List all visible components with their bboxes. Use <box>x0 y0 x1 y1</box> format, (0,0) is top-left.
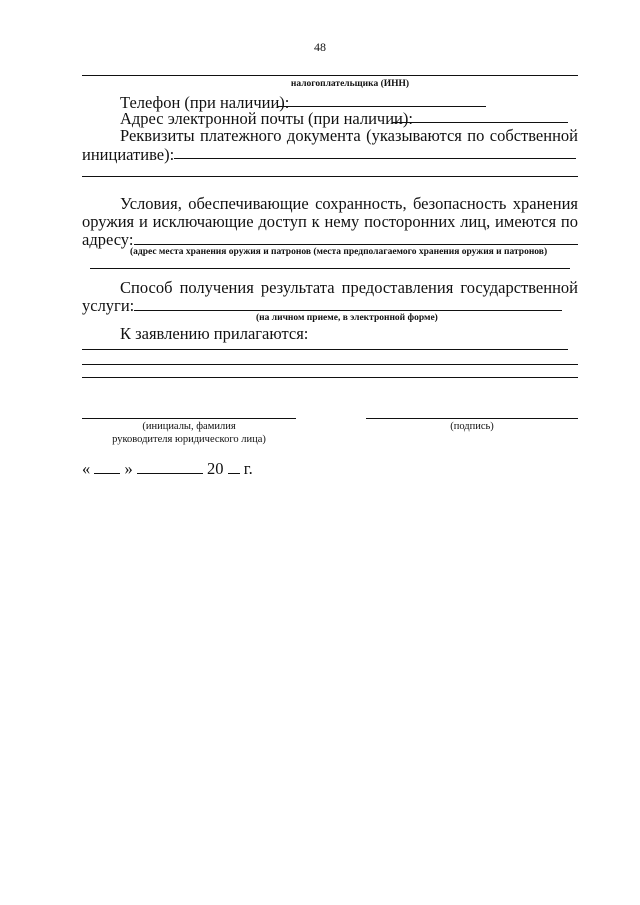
attachments-line3[interactable] <box>82 377 578 378</box>
attachments-label: К заявлению прилагаются: <box>120 324 309 343</box>
result-caption: (на личном приеме, в электронной форме) <box>256 313 438 323</box>
payment-label-line1: Реквизиты платежного документа (указываются по собственной <box>120 126 578 145</box>
result-field-line[interactable] <box>134 310 562 311</box>
payment-field-line1[interactable] <box>174 158 576 159</box>
inn-caption: налогоплательщика (ИНН) <box>290 79 410 89</box>
email-field-line[interactable] <box>392 122 568 123</box>
date-year-suffix: г. <box>243 459 253 478</box>
inn-field-line[interactable] <box>82 75 578 76</box>
page-number: 48 <box>314 40 326 54</box>
attachments-line2[interactable] <box>82 364 578 365</box>
signature-line[interactable] <box>366 418 578 419</box>
phone-label: Телефон (при наличии): <box>120 93 290 112</box>
email-label: Адрес электронной почты (при наличии): <box>120 109 413 128</box>
attachments-line1[interactable] <box>82 349 568 350</box>
date-open-quote: « <box>82 459 91 478</box>
date-year-prefix: 20 <box>207 459 224 478</box>
date-close-quote: » <box>124 459 133 478</box>
name-caption-line2: руководителя юридического лица) <box>112 434 266 445</box>
result-text-line1: Способ получения результата предоставления государственной <box>120 278 578 297</box>
phone-field-line[interactable] <box>278 106 486 107</box>
name-caption-line1: (инициалы, фамилия <box>142 421 236 432</box>
payment-field-line2[interactable] <box>82 176 578 177</box>
storage-text-line3: адресу: <box>82 230 134 249</box>
signature-caption: (подпись) <box>450 421 494 432</box>
storage-address-line1[interactable] <box>134 244 578 245</box>
result-text-line2: услуги: <box>82 296 135 315</box>
name-signature-line[interactable] <box>82 418 296 419</box>
payment-label-line2: инициативе): <box>82 145 175 164</box>
storage-address-line2[interactable] <box>90 268 570 269</box>
date-month-blank[interactable] <box>137 473 203 474</box>
date-year-blank[interactable] <box>228 473 240 474</box>
storage-text-line2: оружия и исключающие доступ к нему посторонних лиц, имеются по <box>82 212 578 231</box>
date-line <box>82 460 253 478</box>
storage-text-line1: Условия, обеспечивающие сохранность, безопасность хранения <box>120 194 578 213</box>
storage-caption: (адрес места хранения оружия и патронов (места предполагаемого хранения оружия и патронов) <box>130 247 548 257</box>
date-day-blank[interactable] <box>94 473 120 474</box>
